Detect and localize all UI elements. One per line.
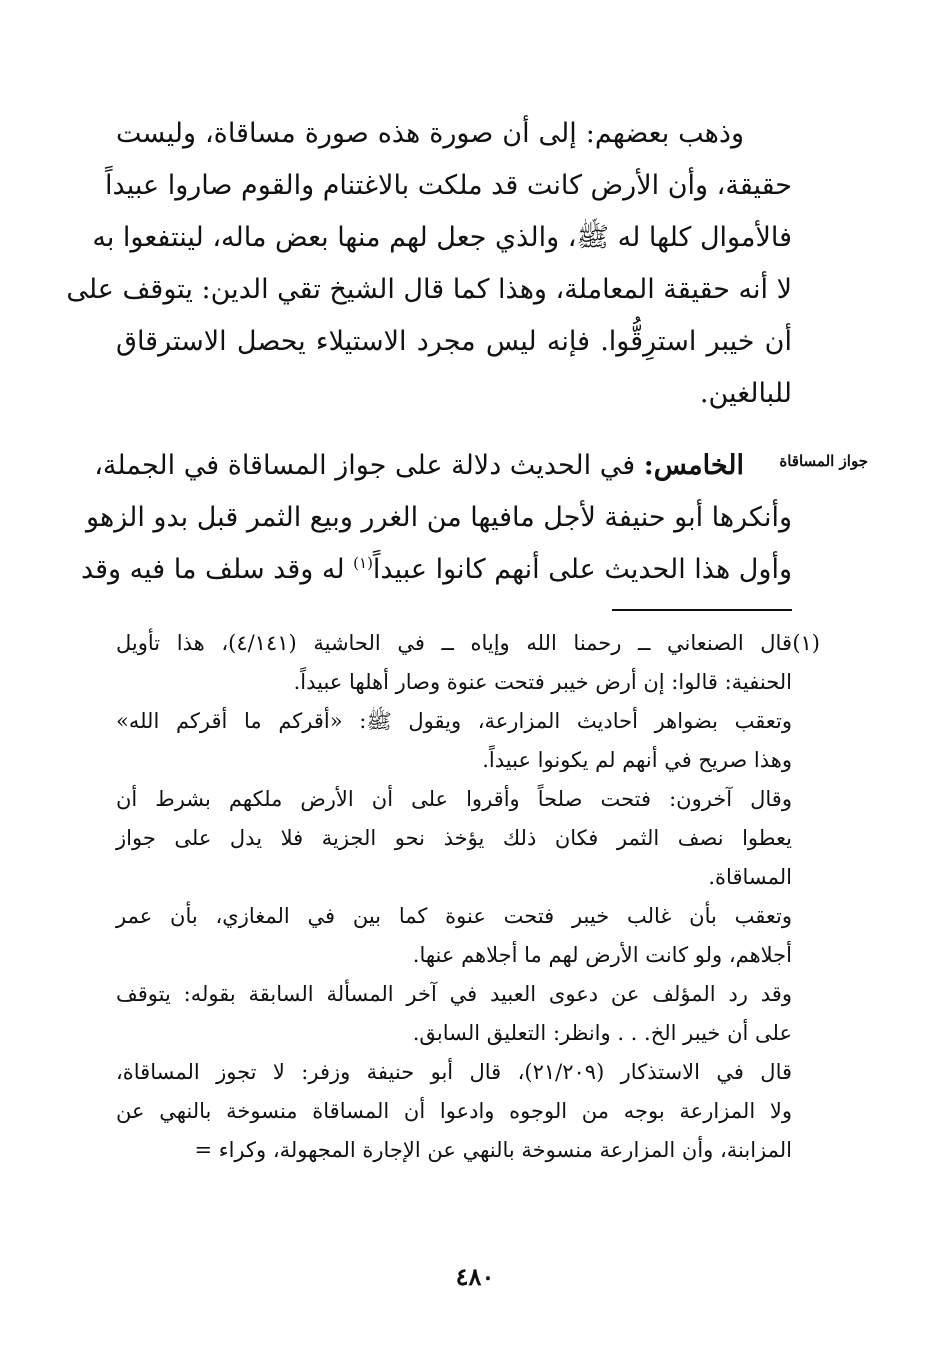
section-line-3-rest: له وقد سلف ما فيه وقد: [80, 554, 354, 585]
footnote-marker: (١): [792, 631, 820, 655]
footnote-line: وتعقب بضواهر أحاديث المزارعة، ويقول ﷺ: «أقركم ما أقركم الله»: [116, 709, 792, 733]
section-line-1: [94, 440, 792, 492]
footnotes: [116, 624, 792, 1170]
main-line-4: لا أنه حقيقة المعاملة، وهذا كما قال الشيخ تقي الدين: يتوقف على: [66, 274, 792, 305]
footnote-line: المساقاة.: [708, 865, 792, 889]
footnote-line: وقال آخرون: فتحت صلحاً وأقروا على أن الأرض ملكهم بشرط أن: [116, 787, 792, 811]
footnote-line: أجلاهم، ولو كانت الأرض لهم ما أجلاهم عنها.: [412, 943, 792, 967]
footnote-line: الحنفية: قالوا: إن أرض خيبر فتحت عنوة وصار أهلها عبيداً.: [293, 670, 792, 694]
footnote-line: ولا المزارعة بوجه من الوجوه وادعوا أن المساقاة منسوخة بالنهي عن: [116, 1099, 792, 1123]
main-paragraph: [66, 108, 792, 420]
footnote-line: قال الصنعاني ــ رحمنا الله وإياه ــ في الحاشية (٤/١٤١)، هذا تأويل: [116, 631, 792, 655]
footnote-line: وهذا صريح في أنهم لم يكونوا عبيداً.: [482, 748, 792, 772]
footnote-line: وقد رد المؤلف عن دعوى العبيد في آخر المسألة السابقة بقوله: يتوقف: [116, 982, 792, 1006]
margin-note: جواز المساقاة: [779, 452, 868, 470]
page-number: ٤٨٠: [455, 1262, 495, 1291]
main-line-2: حقيقة، وأن الأرض كانت قد ملكت بالاغتنام والقوم صاروا عبيداً: [105, 170, 792, 201]
footnote-line: يعطوا نصف الثمر فكان ذلك يؤخذ نحو الجزية فلا يدل على جواز: [116, 826, 792, 850]
footnote-reference: (١): [353, 554, 373, 572]
main-line-3: فالأموال كلها له ﷺ، والذي جعل لهم منها بعض ماله، لينتفعوا به: [92, 222, 792, 253]
footnote-divider: [612, 609, 792, 611]
section-heading: الخامس:: [643, 450, 744, 481]
footnote-line: قال في الاستذكار (٢١/٢٠٩)، قال أبو حنيفة وزفر: لا تجوز المساقاة،: [116, 1060, 793, 1084]
section-five: [80, 440, 792, 596]
section-line-1-text: في الحديث دلالة على جواز المساقاة في الجملة،: [94, 450, 644, 481]
footnote-line: المزابنة، وأن المزارعة منسوخة بالنهي عن الإجارة المجهولة، وكراء =: [194, 1138, 792, 1162]
section-line-2: وأنكرها أبو حنيفة لأجل مافيها من الغرر وبيع الثمر قبل بدو الزهو: [86, 502, 792, 533]
section-line-3-text: وأول هذا الحديث على أنهم كانوا عبيداً: [372, 554, 792, 585]
main-line-1: وذهب بعضهم: إلى أن صورة هذه صورة مساقاة، وليست: [116, 118, 744, 149]
main-line-5: أن خيبر استرِقُّوا. فإنه ليس مجرد الاستيلاء يحصل الاسترقاق: [116, 326, 792, 357]
section-line-3: [80, 544, 792, 596]
footnote-line: وتعقب بأن غالب خيبر فتحت عنوة كما بين في المغازي، بأن عمر: [116, 904, 792, 928]
footnote-line: على أن خيبر الخ. . . وانظر: التعليق السابق.: [412, 1021, 792, 1045]
main-line-6: للبالغين.: [699, 378, 792, 409]
